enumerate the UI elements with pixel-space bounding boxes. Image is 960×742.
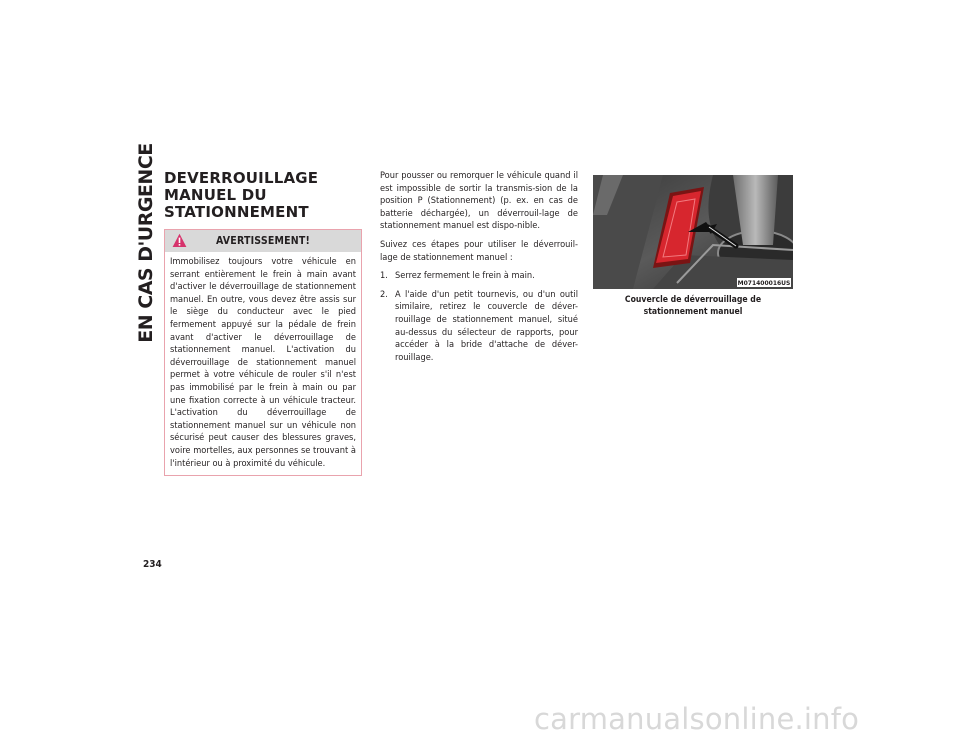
section-title-line: DEVERROUILLAGE — [164, 169, 319, 187]
warning-box — [164, 229, 362, 476]
section-title-line: STATIONNEMENT — [164, 203, 309, 221]
page-number: 234 — [143, 559, 162, 570]
warning-header — [165, 230, 361, 252]
chapter-side-tab — [133, 143, 159, 343]
chapter-side-tab-label: EN CAS D'URGENCE — [135, 143, 157, 343]
step-text: Serrez fermement le frein à main. — [395, 270, 535, 282]
list-item — [380, 289, 578, 365]
step-text: A l'aide d'un petit tournevis, ou d'un outil similaire, retirez le couvercle de déver-rouillage de stationnement manuel, situé au-dessus du sélecteur de rapports, pour accéder à la bride d'attache de déver-rouillage. — [395, 288, 578, 363]
step-number: 1. — [380, 270, 388, 282]
intro-paragraph: Pour pousser ou remorquer le véhicule quand il est impossible de sortir la transmis-sion de la position P (Stationnement) (p. ex. en cas de batterie déchargée), un déverrouil-lage de stationnement manuel est dispo-nible. — [380, 170, 578, 232]
section-title-line: MANUEL DU — [164, 186, 267, 204]
warning-text: Immobilisez toujours votre véhicule en serrant entièrement le frein à main avant d'activer le déverrouillage de stationnement manuel. En outre, vous devez être assis sur le siège du conducteur avec le pied fermement appuyé sur la pédale de frein avant d'activer le déverrouillage de stationnement manuel. L'activation du déverrouillage de stationnement manuel permet à votre véhicule de rouler s'il n'est pas immobilisé par le frein à main ou par une fixation correcte à un véhicule tracteur. L'activation du déverrouillage de stationnement manuel sur un véhicule non sécurisé peut causer des blessures graves, voire mortelles, aux personnes se trouvant à l'intérieur ou à proximité du véhicule. — [170, 256, 356, 469]
warning-title: AVERTISSEMENT! — [215, 235, 311, 247]
image-code-label: M071400016US — [737, 280, 791, 287]
manual-park-release-cover-photo — [593, 175, 793, 289]
watermark: carmanualsonline.info — [534, 702, 860, 736]
right-column — [593, 175, 793, 318]
figure-caption: Couvercle de déverrouillage de stationnement manuel — [624, 295, 762, 317]
section-title — [164, 170, 364, 221]
middle-column — [380, 170, 578, 370]
step-number: 2. — [380, 288, 388, 300]
steps-list — [380, 270, 578, 364]
list-item — [380, 270, 578, 283]
steps-intro-paragraph: Suivez ces étapes pour utiliser le déverrouil-lage de stationnement manuel : — [380, 238, 578, 263]
left-column — [164, 170, 364, 476]
warning-triangle-icon — [172, 233, 187, 248]
